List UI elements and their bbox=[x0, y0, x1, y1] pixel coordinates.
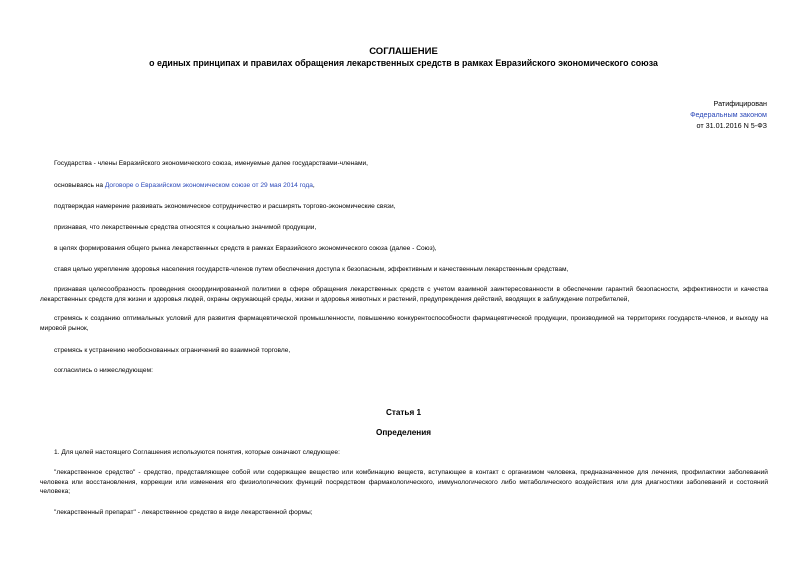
article-subtitle: Определения bbox=[375, 428, 432, 437]
ratification-line: Ратифицирован bbox=[713, 99, 767, 108]
document-title: СОГЛАШЕНИЕ bbox=[369, 46, 438, 57]
preamble-paragraph: признавая, что лекарственные средства относятся к социально значимой продукции, bbox=[54, 224, 317, 231]
preamble-paragraph: стремясь к устранению необоснованных ограничений во взаимной торговле, bbox=[54, 347, 291, 354]
ratification-date: от 31.01.2016 N 5-ФЗ bbox=[696, 121, 767, 130]
preamble-paragraph: согласились о нижеследующем: bbox=[54, 367, 153, 374]
preamble-paragraph: ставя целью укрепление здоровья населения государств-членов путем обеспечения доступа к безопасным, эффективным и качественным лекарственным средствам, bbox=[54, 266, 569, 273]
preamble-paragraph: Государства - члены Евразийского экономического союза, именуемые далее государствами-членами, bbox=[54, 160, 368, 167]
article-title: Статья 1 bbox=[385, 408, 422, 417]
ratification-law-link[interactable]: Федеральным законом bbox=[690, 110, 767, 119]
paragraph-text: основываясь на bbox=[54, 182, 105, 189]
preamble-paragraph: в целях формирования общего рынка лекарственных средств в рамках Евразийского экономического союза (далее - Союз), bbox=[54, 245, 437, 252]
paragraph-text: , bbox=[312, 182, 315, 189]
article-paragraph: "лекарственный препарат" - лекарственное средство в виде лекарственной формы; bbox=[54, 509, 313, 516]
article-paragraph: 1. Для целей настоящего Соглашения используются понятия, которые означают следующее: bbox=[54, 449, 340, 456]
treaty-link[interactable]: Договоре о Евразийском экономическом союзе от 29 мая 2014 года bbox=[104, 182, 313, 189]
document-subtitle: о единых принципах и правилах обращения лекарственных средств в рамках Евразийского экономического союза bbox=[149, 58, 658, 68]
preamble-paragraph: признавая целесообразность проведения скоординированной политики в сфере обращения лекарственных средств с учетом взаимной заинтересованности в обеспечении гарантий безопасности, эффективности и качества лекарственных средств для жизни и здоровья людей, охраны окружающей среды, жизни и здоровья животных и растений, предупреждения действий, вводящих в заблуждение потребителей, bbox=[40, 286, 768, 303]
preamble-paragraph bbox=[40, 181, 768, 191]
preamble-paragraph: подтверждая намерение развивать экономическое сотрудничество и расширять торгово-экономические связи, bbox=[54, 203, 396, 210]
ratification-note bbox=[690, 98, 767, 131]
preamble-paragraph: стремясь к созданию оптимальных условий для развития фармацевтической промышленности, повышению конкурентоспособности фармацевтической продукции, производимой на территориях государств-членов, и выходу на мировой рынок, bbox=[40, 315, 768, 332]
article-paragraph: "лекарственное средство" - средство, представляющее собой или содержащее вещество или комбинацию веществ, вступающее в контакт с организмом человека, предназначенное для лечения, профилактики заболеваний человека или восстановления, коррекции или изменения его физиологических функций посредством фармакологического, иммунологического либо метаболического воздействия или для диагностики заболеваний и состояний человека; bbox=[40, 469, 768, 495]
